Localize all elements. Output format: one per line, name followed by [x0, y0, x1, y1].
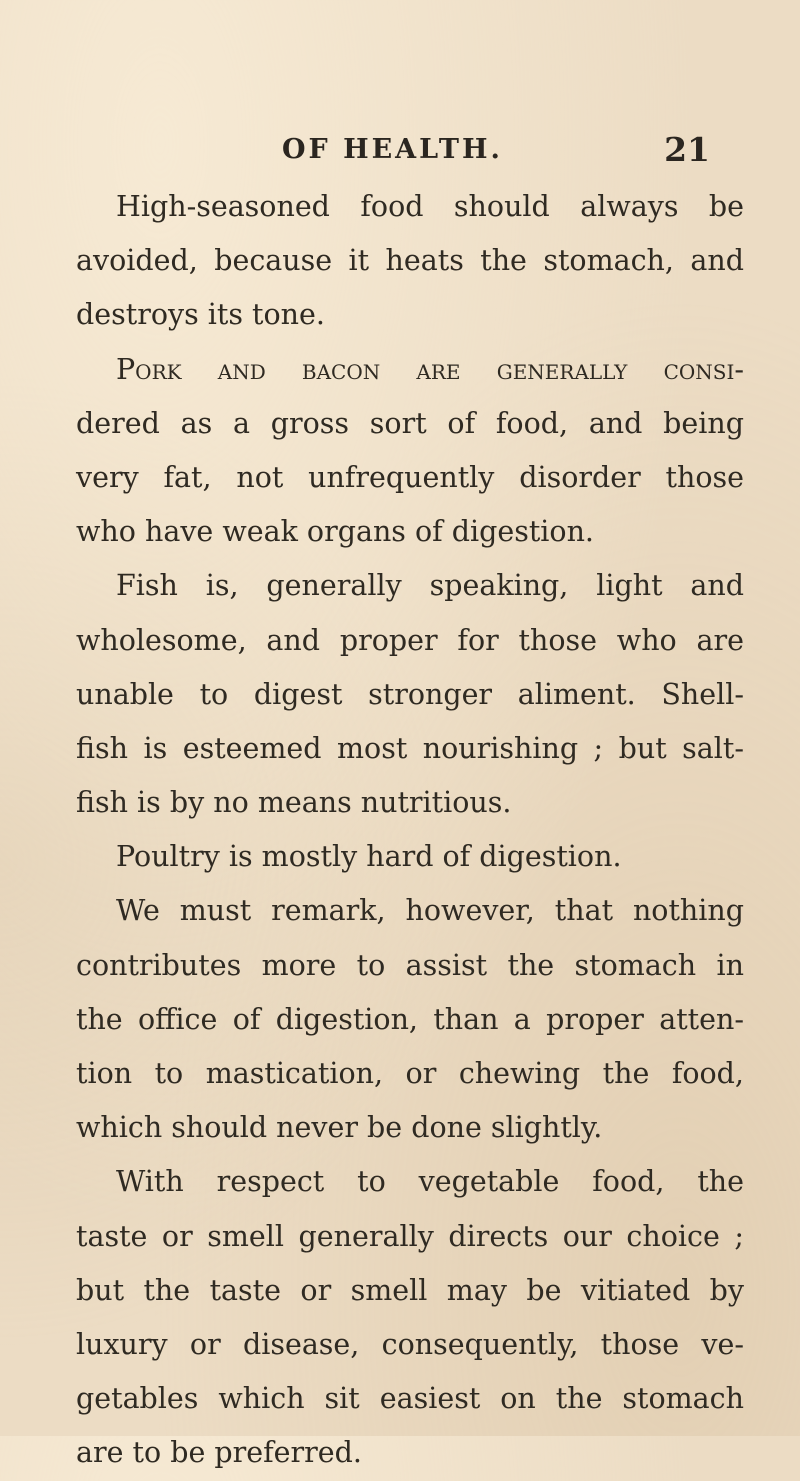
text-line: avoided, because it heats the stomach, and: [76, 244, 744, 278]
running-head: [90, 128, 710, 172]
text-line: are to be preferred.: [76, 1436, 362, 1470]
text-line: fish is by no means nutritious.: [76, 786, 512, 820]
text-line: which should never be done slightly.: [76, 1111, 603, 1145]
text-line: Fish is, generally speaking, light and: [116, 569, 744, 603]
running-head-title: OF HEALTH.: [282, 134, 503, 165]
text-line: Poultry is mostly hard of digestion.: [116, 840, 622, 874]
text-line: getables which sit easiest on the stomach: [76, 1382, 744, 1416]
text-line: With respect to vegetable food, the: [116, 1165, 744, 1199]
text-line: unable to digest stronger aliment. Shell-: [76, 677, 744, 711]
text-line: contributes more to assist the stomach in: [76, 948, 744, 982]
text-line: the office of digestion, than a proper atten-: [76, 1002, 744, 1036]
text-line: dered as a gross sort of food, and being: [76, 406, 744, 440]
text-line: Pork and bacon are generally consi-: [116, 352, 744, 386]
text-line: but the taste or smell may be vitiated by: [76, 1273, 744, 1307]
text-line: We must remark, however, that nothing: [116, 894, 744, 928]
text-line: tion to mastication, or chewing the food,: [76, 1057, 744, 1090]
page-number: 21: [664, 130, 710, 169]
text-line: fish is esteemed most nourishing ; but salt-: [76, 731, 744, 765]
body-text: [76, 180, 744, 1481]
text-line: very fat, not unfrequently disorder those: [76, 460, 744, 494]
text-line: luxury or disease, consequently, those ve-: [76, 1327, 744, 1361]
text-line: taste or smell generally directs our choice ;: [76, 1219, 744, 1253]
text-line: High-seasoned food should always be: [116, 190, 744, 223]
text-line: wholesome, and proper for those who are: [76, 623, 744, 657]
text-line: destroys its tone.: [76, 298, 325, 332]
text-line: who have weak organs of digestion.: [76, 515, 594, 549]
